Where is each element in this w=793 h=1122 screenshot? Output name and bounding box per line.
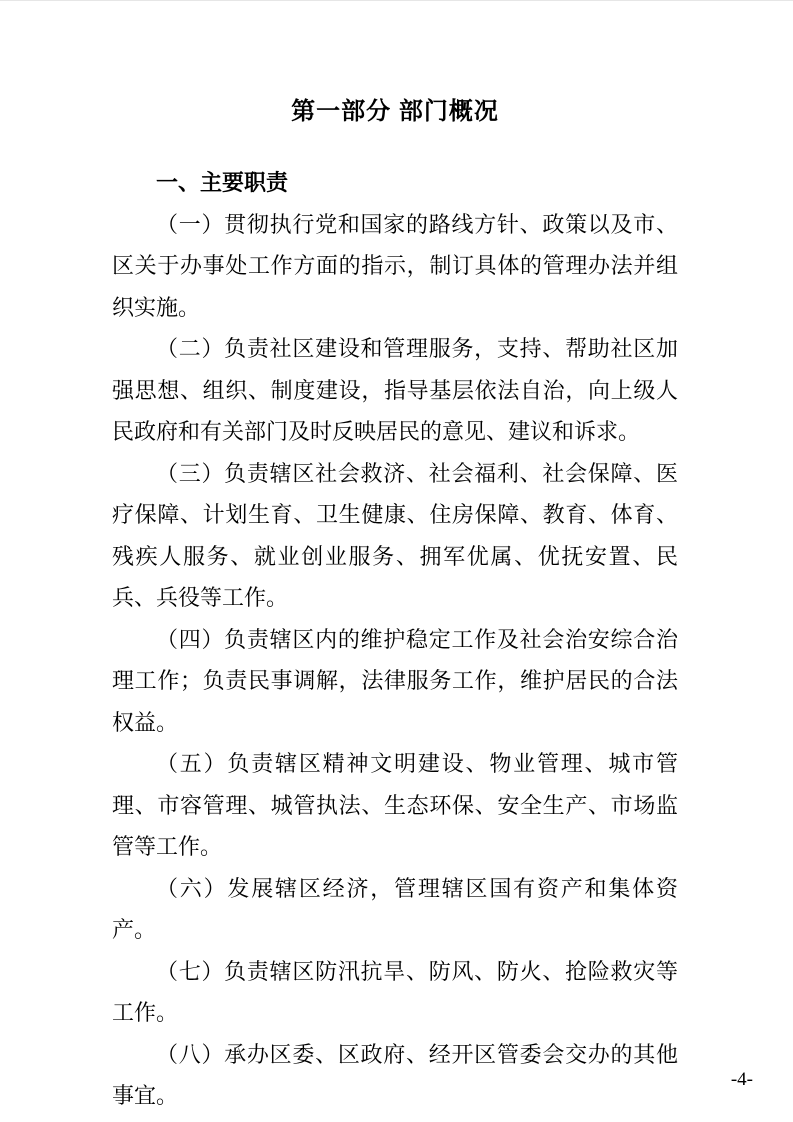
paragraph-item-5: （五）负责辖区精神文明建设、物业管理、城市管理、市容管理、城管执法、生态环保、安全生产、市场监管等工作。 <box>112 751 678 859</box>
paragraph-item-8: （八）承办区委、区政府、经开区管委会交办的其他事宜。 <box>112 1041 678 1108</box>
paragraph-item-6: （六）发展辖区经济，管理辖区国有资产和集体资产。 <box>112 875 678 942</box>
section-heading: 一、主要职责 <box>156 170 289 195</box>
paragraph-item-2: （二）负责社区建设和管理服务，支持、帮助社区加强思想、组织、制度建设，指导基层依法自治，向上级人民政府和有关部门及时反映居民的意见、建议和诉求。 <box>112 336 678 444</box>
paragraph-item-4: （四）负责辖区内的维护稳定工作及社会治安综合治理工作；负责民事调解，法律服务工作，维护居民的合法权益。 <box>112 626 678 735</box>
paragraph-item-1: （一）贯彻执行党和国家的路线方针、政策以及市、区关于办事处工作方面的指示，制订具体的管理办法并组织实施。 <box>112 211 678 320</box>
document-title: 第一部分 部门概况 <box>291 98 499 125</box>
page-number: -4- <box>730 1069 753 1090</box>
responsibilities-list <box>112 204 678 1117</box>
document-content <box>112 95 678 1117</box>
paragraph-item-7: （七）负责辖区防汛抗旱、防风、防火、抢险救灾等工作。 <box>112 958 678 1025</box>
paragraph-item-3: （三）负责辖区社会救济、社会福利、社会保障、医疗保障、计划生育、卫生健康、住房保障、教育、体育、残疾人服务、就业创业服务、拥军优属、优抚安置、民兵、兵役等工作。 <box>112 460 678 610</box>
